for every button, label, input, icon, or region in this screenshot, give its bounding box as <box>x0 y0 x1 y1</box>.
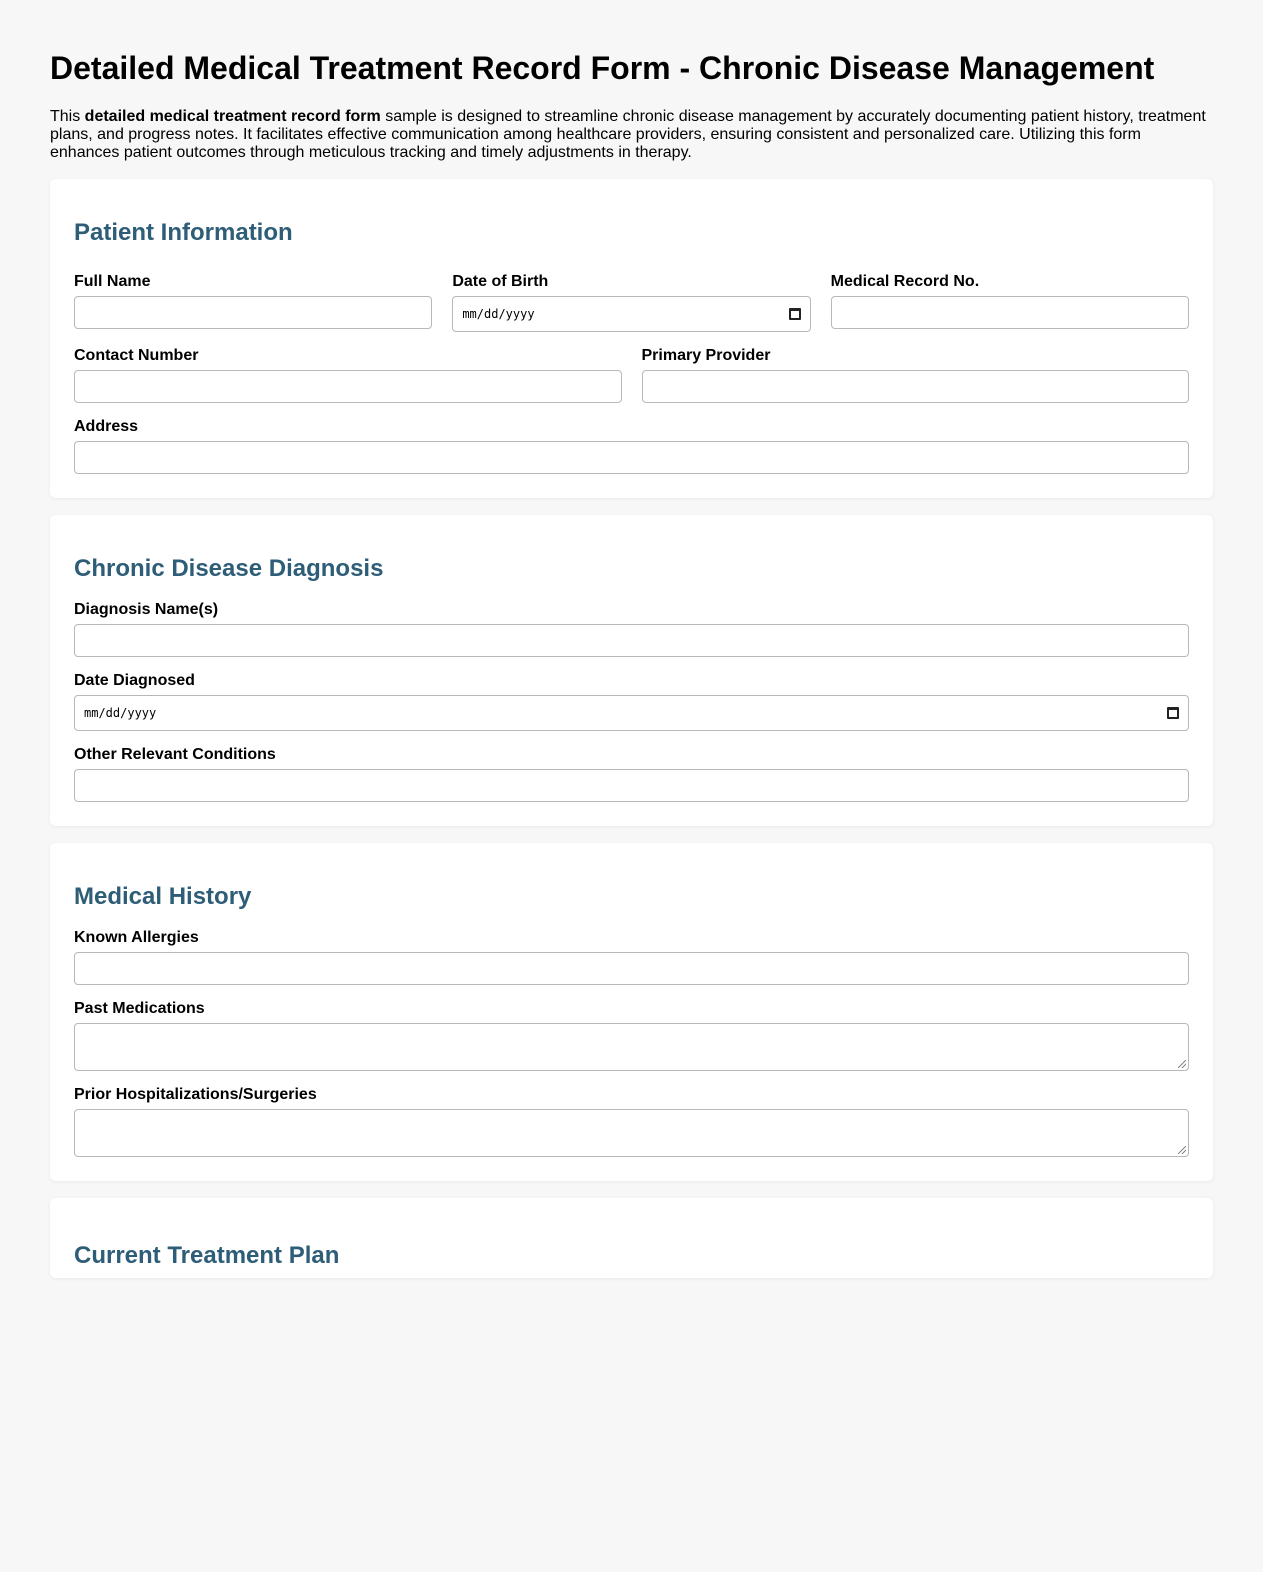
primary-provider-input[interactable] <box>642 370 1190 403</box>
intro-rest: sample is designed to streamline chronic disease management by accurately documenting patient history, treatment plans, and progress notes. It facilitates effective communication among healthcare providers, ensuring consistent and personalized care. Utilizing this form enhances patient outcomes through meticulous tracking and timely adjustments in therapy. <box>50 108 1206 161</box>
past-medications-label: Past Medications <box>74 1000 205 1017</box>
address-field-group <box>74 418 1189 474</box>
patient-information-section <box>50 179 1213 498</box>
date-diagnosed-field-group <box>74 672 1189 731</box>
other-conditions-label: Other Relevant Conditions <box>74 746 276 763</box>
allergies-input[interactable] <box>74 952 1189 985</box>
prior-hospitalizations-textarea[interactable] <box>74 1109 1189 1157</box>
contact-field-group <box>74 347 622 403</box>
other-conditions-field-group <box>74 746 1189 802</box>
mrn-label: Medical Record No. <box>830 273 980 290</box>
prior-hospitalizations-label: Prior Hospitalizations/Surgeries <box>74 1086 317 1103</box>
diagnosis-names-label: Diagnosis Name(s) <box>74 601 219 618</box>
section-heading: Medical History <box>74 883 252 910</box>
contact-number-input[interactable] <box>74 370 622 403</box>
full-name-field-group <box>74 273 432 332</box>
section-heading: Current Treatment Plan <box>74 1242 340 1269</box>
address-input[interactable] <box>74 441 1189 474</box>
contact-label: Contact Number <box>74 347 199 364</box>
resize-handle-icon[interactable] <box>1178 1146 1186 1154</box>
other-conditions-input[interactable] <box>74 769 1189 802</box>
date-diagnosed-input[interactable] <box>74 695 1189 731</box>
mrn-field-group <box>831 273 1189 332</box>
dob-label: Date of Birth <box>452 273 549 290</box>
address-label: Address <box>74 418 139 435</box>
section-heading: Chronic Disease Diagnosis <box>74 555 384 582</box>
provider-label: Primary Provider <box>641 347 771 364</box>
calendar-icon[interactable] <box>789 308 801 320</box>
dob-field-group <box>452 273 810 332</box>
patient-row-1 <box>74 273 1189 347</box>
diagnosis-names-field-group <box>74 601 1189 657</box>
allergies-label: Known Allergies <box>74 929 199 946</box>
date-diagnosed-label: Date Diagnosed <box>74 672 195 689</box>
dob-date-input[interactable] <box>452 296 810 332</box>
allergies-field-group <box>74 929 1189 985</box>
intro-prefix: This <box>50 108 85 125</box>
intro-bold: detailed medical treatment record form <box>84 108 381 125</box>
dob-placeholder: mm/dd/yyyy <box>462 307 535 321</box>
calendar-icon[interactable] <box>1167 707 1179 719</box>
intro-text <box>50 108 1213 162</box>
full-name-input[interactable] <box>74 296 432 329</box>
diagnosis-section <box>50 515 1213 826</box>
treatment-plan-section <box>50 1198 1213 1278</box>
past-medications-textarea[interactable] <box>74 1023 1189 1071</box>
medical-history-section <box>50 843 1213 1181</box>
date-diagnosed-placeholder: mm/dd/yyyy <box>84 706 157 720</box>
prior-hospitalizations-field-group <box>74 1086 1189 1157</box>
patient-row-2 <box>74 347 1189 418</box>
past-medications-field-group <box>74 1000 1189 1071</box>
page-title: Detailed Medical Treatment Record Form - Chronic Disease Management <box>50 50 1155 86</box>
provider-field-group <box>642 347 1190 403</box>
diagnosis-names-input[interactable] <box>74 624 1189 657</box>
section-heading: Patient Information <box>74 219 293 246</box>
resize-handle-icon[interactable] <box>1178 1060 1186 1068</box>
mrn-input[interactable] <box>831 296 1189 329</box>
full-name-label: Full Name <box>74 273 151 290</box>
